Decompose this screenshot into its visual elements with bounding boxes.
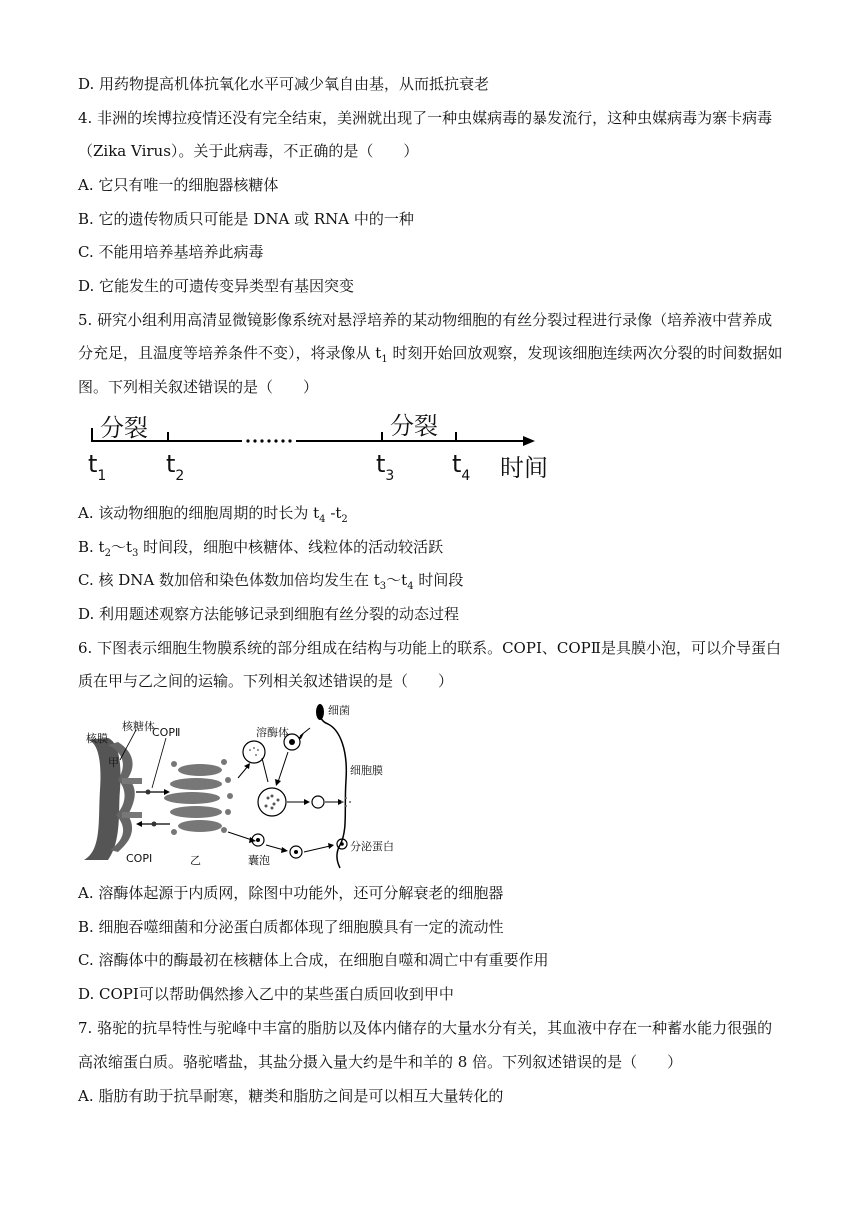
subscript: 4 bbox=[407, 581, 414, 592]
t: t bbox=[376, 450, 386, 478]
label-jia: 甲 bbox=[108, 756, 119, 769]
question-6-option-b: B. 细胞吞噬细菌和分泌蛋白质都体现了细胞膜具有一定的流动性 bbox=[78, 918, 504, 936]
label-bacteria: 细菌 bbox=[328, 704, 350, 717]
label-yi: 乙 bbox=[190, 854, 201, 867]
text-part: 时间段，细胞中核糖体、线粒体的活动较活跃 bbox=[138, 538, 444, 556]
t3-label bbox=[376, 450, 395, 484]
sub: 1 bbox=[97, 468, 107, 484]
question-6-option-d: D. COPⅠ可以帮助偶然掺入乙中的某些蛋白质回收到甲中 bbox=[78, 985, 454, 1003]
label-secreted-protein: 分泌蛋白 bbox=[350, 840, 394, 853]
label-ribosome: 核糖体 bbox=[122, 720, 155, 733]
question-4-stem-cont: （Zika Virus）。关于此病毒，不正确的是（ ） bbox=[78, 142, 419, 160]
option-a: A. 它只有唯一的细胞器核糖体 bbox=[78, 176, 279, 194]
subscript: 1 bbox=[381, 354, 388, 365]
question-5-option-d: D. 利用题述观察方法能够记录到细胞有丝分裂的动态过程 bbox=[78, 605, 460, 623]
subscript: 3 bbox=[132, 548, 139, 559]
question-5-stem: 5. 研究小组利用高清显微镜影像系统对悬浮培养的某动物细胞的有丝分裂过程进行录像（培养液中营养成 bbox=[78, 311, 773, 329]
question-5-option-a bbox=[78, 503, 348, 530]
text-part: A. 该动物细胞的细胞周期的时长为 t bbox=[78, 504, 320, 522]
t1-label bbox=[88, 450, 107, 484]
text-part: B. t bbox=[78, 538, 105, 556]
t: t bbox=[88, 450, 98, 478]
t4-label bbox=[452, 450, 471, 484]
label-lysosome: 溶酶体 bbox=[256, 726, 289, 739]
question-7-stem: 7. 骆驼的抗旱特性与驼峰中丰富的脂肪以及体内储存的大量水分有关，其血液中存在一种蓄水能力很强的 bbox=[78, 1019, 773, 1037]
sub: 4 bbox=[461, 468, 471, 484]
subscript: 2 bbox=[341, 514, 348, 525]
sub: 2 bbox=[175, 468, 185, 484]
t2-label bbox=[166, 450, 185, 484]
question-7-stem-cont: 高浓缩蛋白质。骆驼嗜盐，其盐分摄入量大约是牛和羊的 8 倍。下列叙述错误的是（ ） bbox=[78, 1053, 683, 1071]
label-vesicle: 囊泡 bbox=[248, 854, 270, 867]
question-5-stem-cont bbox=[78, 343, 782, 370]
question-7-option-a: A. 脂肪有助于抗旱耐寒，糖类和脂肪之间是可以相互大量转化的 bbox=[78, 1087, 504, 1105]
question-6-stem-cont: 质在甲与乙之间的运输。下列相关叙述错误的是（ ） bbox=[78, 672, 454, 690]
label-cell-membrane: 细胞膜 bbox=[350, 764, 383, 777]
text-part: 分充足，且温度等培养条件不变），将录像从 t bbox=[78, 344, 382, 362]
split-label-2: 分裂 bbox=[390, 412, 438, 440]
t: t bbox=[166, 450, 176, 478]
membrane-system-diagram bbox=[78, 700, 398, 870]
t: t bbox=[452, 450, 462, 478]
label-copii: COPⅡ bbox=[152, 726, 181, 739]
label-nuclear-membrane: 核膜 bbox=[86, 732, 108, 745]
question-5-option-c bbox=[78, 570, 463, 597]
text-part: ～t bbox=[386, 571, 408, 589]
question-4-stem: 4. 非洲的埃博拉疫情还没有完全结束，美洲就出现了一种虫媒病毒的暴发流行，这种虫媒病毒为寨卡病毒 bbox=[78, 109, 773, 127]
question-6-option-a: A. 溶酶体起源于内质网，除图中功能外，还可分解衰老的细胞器 bbox=[78, 884, 504, 902]
question-6-stem: 6. 下图表示细胞生物膜系统的部分组成在结构与功能上的联系。COPⅠ、COPⅡ是具膜小泡，可以介导蛋白 bbox=[78, 639, 781, 657]
subscript: 2 bbox=[104, 548, 111, 559]
label-copi: COPⅠ bbox=[126, 852, 153, 865]
question-5-option-b bbox=[78, 537, 443, 564]
question-6-option-c: C. 溶酶体中的酶最初在核糖体上合成，在细胞自噬和凋亡中有重要作用 bbox=[78, 951, 549, 969]
question-5-stem-end: 图。下列相关叙述错误的是（ ） bbox=[78, 378, 319, 396]
time-label: 时间 bbox=[500, 454, 548, 482]
text-part: -t bbox=[325, 504, 342, 522]
text-part: ～t bbox=[110, 538, 132, 556]
sub: 3 bbox=[385, 468, 395, 484]
text-part: C. 核 DNA 数加倍和染色体数加倍均发生在 t bbox=[78, 571, 380, 589]
subscript: 3 bbox=[379, 581, 387, 592]
option-d: D. 它能发生的可遗传变异类型有基因突变 bbox=[78, 277, 355, 295]
option-c: C. 不能用培养基培养此病毒 bbox=[78, 243, 264, 261]
text-line: D. 用药物提高机体抗氧化水平可减少氧自由基，从而抵抗衰老 bbox=[78, 75, 490, 93]
text-part: 时刻开始回放观察，发现该细胞连续两次分裂的时间数据如 bbox=[387, 344, 783, 362]
option-b: B. 它的遗传物质只可能是 DNA 或 RNA 中的一种 bbox=[78, 210, 414, 228]
split-label-1: 分裂 bbox=[100, 414, 148, 442]
cell-cycle-timeline bbox=[80, 398, 560, 488]
text-part: 时间段 bbox=[413, 571, 464, 589]
subscript: 4 bbox=[319, 514, 326, 525]
